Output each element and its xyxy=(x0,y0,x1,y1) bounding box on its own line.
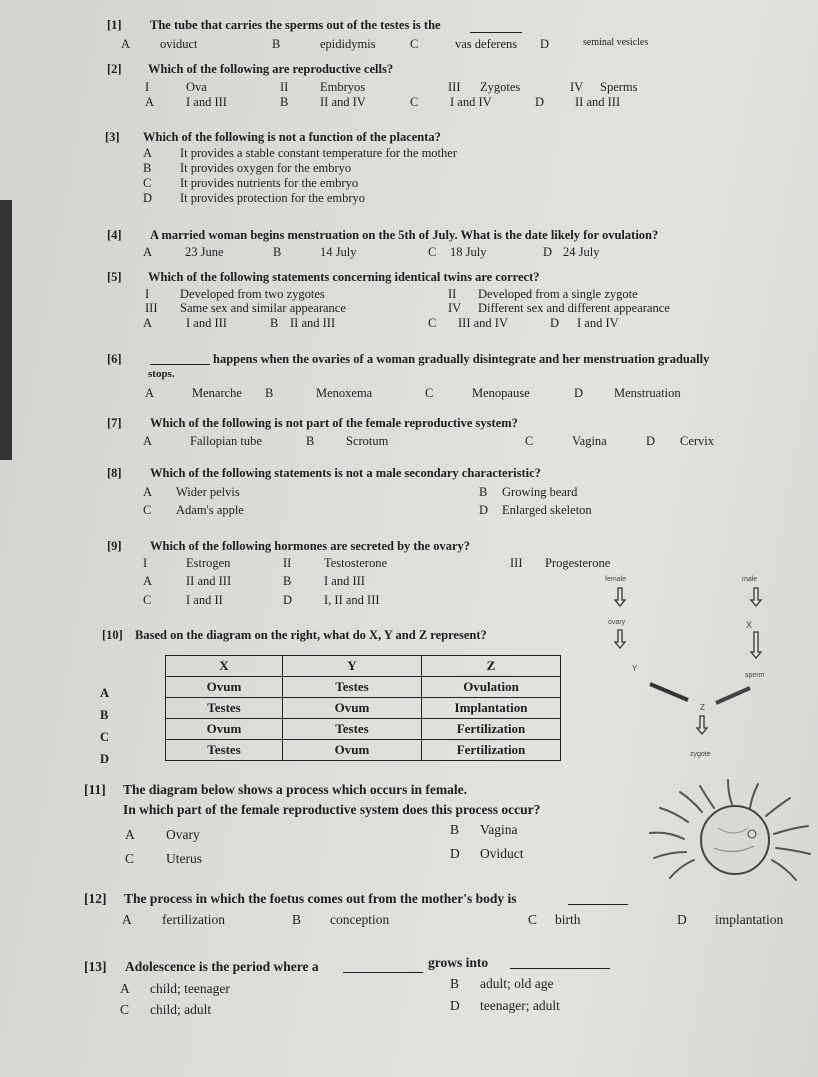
q7-option-letter: B xyxy=(306,434,315,448)
q1-option-letter: B xyxy=(272,37,281,51)
cell: Ovulation xyxy=(422,677,561,698)
q3-option-letter: B xyxy=(143,161,152,175)
q12-option-a: fertilization xyxy=(162,912,225,927)
diagram-label-male: male xyxy=(742,576,758,583)
q12-blank xyxy=(568,892,628,905)
q9-option-letter: A xyxy=(143,574,153,588)
q9-option-d: I, II and III xyxy=(324,593,380,607)
q9-item: Testosterone xyxy=(324,556,387,570)
q4-option-a: 23 June xyxy=(185,245,224,259)
q5-item: Same sex and similar appearance xyxy=(180,301,346,315)
q11-stem-continued: In which part of the female reproductive system does this process occur? xyxy=(123,802,541,817)
q9-option-c: I and II xyxy=(186,593,223,607)
q6-stem-continued: stops. xyxy=(148,368,175,380)
q5-option-c: III and IV xyxy=(458,316,508,330)
q2-item: Embryos xyxy=(320,80,366,94)
diagram-label-zygote: zygote xyxy=(690,751,711,758)
q3-option-a: It provides a stable constant temperature for the mother xyxy=(180,146,457,160)
q6-option-letter: D xyxy=(574,386,584,400)
q9-option-b: I and III xyxy=(324,574,365,588)
q4-option-c: 18 July xyxy=(450,245,487,259)
q13-blank-1 xyxy=(343,960,423,973)
q2-option-a: I and III xyxy=(186,95,227,109)
q13-option-letter: C xyxy=(120,1002,130,1017)
arrow-icon xyxy=(751,588,761,606)
q4-option-letter: B xyxy=(273,245,282,259)
q7-option-letter: C xyxy=(525,434,534,448)
cell: Ovum xyxy=(166,677,283,698)
cell: Implantation xyxy=(422,698,561,719)
q5-item: Developed from two zygotes xyxy=(180,287,325,301)
q5-number: [5] xyxy=(107,270,122,284)
q9-item: Progesterone xyxy=(545,556,611,570)
q6-number: [6] xyxy=(107,352,122,366)
q9-item-label: III xyxy=(510,556,523,570)
q4-option-d: 24 July xyxy=(563,245,600,259)
q6-option-d: Menstruation xyxy=(614,386,681,400)
q2-option-letter: B xyxy=(280,95,289,109)
table-row xyxy=(166,698,561,719)
q12-option-c: birth xyxy=(555,912,581,927)
q8-option-letter: D xyxy=(479,503,489,517)
q5-option-letter: C xyxy=(428,316,437,330)
q10-row-letter: C xyxy=(100,730,110,744)
q11-number: [11] xyxy=(84,782,106,797)
page-shadow xyxy=(0,200,12,460)
q6-option-letter: A xyxy=(145,386,155,400)
q1-option-letter: C xyxy=(410,37,419,51)
q12-option-letter: D xyxy=(677,912,687,927)
q11-option-c: Uterus xyxy=(166,851,202,866)
diagram-arrows xyxy=(590,580,790,760)
q2-item-label: III xyxy=(448,80,461,94)
q13-number: [13] xyxy=(84,959,107,974)
q13-blank-2 xyxy=(510,956,610,969)
q9-item: Estrogen xyxy=(186,556,231,570)
q6-option-letter: B xyxy=(265,386,274,400)
q3-number: [3] xyxy=(105,130,120,144)
q7-stem: Which of the following is not part of the female reproductive system? xyxy=(150,416,518,430)
q5-option-d: I and IV xyxy=(577,316,619,330)
header-z: Z xyxy=(422,656,561,677)
q3-option-letter: C xyxy=(143,176,152,190)
q4-option-letter: A xyxy=(143,245,153,259)
q13-option-letter: B xyxy=(450,976,460,991)
q7-option-c: Vagina xyxy=(572,434,607,448)
q1-option-letter: D xyxy=(540,37,550,51)
q9-item-label: II xyxy=(283,556,292,570)
q2-item: Ova xyxy=(186,80,207,94)
table-row xyxy=(166,719,561,740)
q5-item: Developed from a single zygote xyxy=(478,287,638,301)
q13-option-letter: A xyxy=(120,981,130,996)
q12-option-letter: B xyxy=(292,912,302,927)
q5-option-b: II and III xyxy=(290,316,336,330)
q13-option-a: child; teenager xyxy=(150,981,230,996)
diagram-label-z: Z xyxy=(700,703,705,712)
header-y: Y xyxy=(283,656,422,677)
q2-item: Sperms xyxy=(600,80,638,94)
q1-option-b: epididymis xyxy=(320,37,376,51)
q10-row-letter: D xyxy=(100,752,110,766)
q3-option-b: It provides oxygen for the embryo xyxy=(180,161,352,175)
q8-option-b: Growing beard xyxy=(502,485,578,499)
q6-option-c: Menopause xyxy=(472,386,530,400)
q10-number: [10] xyxy=(102,628,123,642)
q13-option-c: child; adult xyxy=(150,1002,212,1017)
cell: Testes xyxy=(166,740,283,761)
q9-option-letter: B xyxy=(283,574,292,588)
q4-number: [4] xyxy=(107,228,122,242)
q11-option-d: Oviduct xyxy=(480,846,524,861)
q7-number: [7] xyxy=(107,416,122,430)
q2-item-label: IV xyxy=(570,80,584,94)
q11-option-letter: B xyxy=(450,822,460,837)
q9-option-letter: C xyxy=(143,593,152,607)
q13-option-b: adult; old age xyxy=(480,976,554,991)
arrow-icon xyxy=(716,688,750,703)
q6-stem: happens when the ovaries of a woman gradually disintegrate and her menstruation gradually xyxy=(213,352,710,366)
q5-option-a: I and III xyxy=(186,316,227,330)
q7-option-letter: D xyxy=(646,434,656,448)
q11-option-letter: A xyxy=(125,827,135,842)
q3-stem: Which of the following is not a function of the placenta? xyxy=(143,130,441,144)
q12-option-b: conception xyxy=(330,912,390,927)
arrow-icon xyxy=(615,630,625,648)
q11-option-a: Ovary xyxy=(166,827,200,842)
q5-option-letter: A xyxy=(143,316,153,330)
q5-item-label: IV xyxy=(448,301,462,315)
q12-option-letter: C xyxy=(528,912,538,927)
q8-option-d: Enlarged skeleton xyxy=(502,503,592,517)
arrow-icon xyxy=(650,684,688,700)
header-x: X xyxy=(166,656,283,677)
q13-option-d: teenager; adult xyxy=(480,998,560,1013)
diagram-label-y: Y xyxy=(632,664,638,673)
table-row xyxy=(166,740,561,761)
diagram-label-x: X xyxy=(746,620,753,630)
q4-option-letter: C xyxy=(428,245,437,259)
q9-option-a: II and III xyxy=(186,574,232,588)
q8-option-letter: C xyxy=(143,503,152,517)
q8-stem: Which of the following statements is not a male secondary characteristic? xyxy=(150,466,541,480)
q3-option-letter: A xyxy=(143,146,153,160)
q6-blank xyxy=(150,352,210,365)
q2-option-letter: C xyxy=(410,95,419,109)
q5-option-letter: D xyxy=(550,316,560,330)
q1-option-letter: A xyxy=(121,37,131,51)
q3-option-letter: D xyxy=(143,191,153,205)
q11-option-letter: D xyxy=(450,846,460,861)
q5-item-label: III xyxy=(145,301,158,315)
q2-stem: Which of the following are reproductive cells? xyxy=(148,62,394,76)
diagram-label-female: female xyxy=(605,576,627,583)
q5-item-label: I xyxy=(145,287,150,301)
cell: Fertilization xyxy=(422,740,561,761)
q1-option-d: seminal vesicles xyxy=(583,37,649,48)
q13-option-letter: D xyxy=(450,998,460,1013)
q3-option-c: It provides nutrients for the embryo xyxy=(180,176,359,190)
diagram-label-sperm: sperm xyxy=(745,672,765,679)
cell: Ovum xyxy=(283,698,422,719)
q2-option-letter: A xyxy=(145,95,155,109)
arrow-icon xyxy=(751,632,761,658)
q1-number: [1] xyxy=(107,18,122,32)
q7-option-b: Scrotum xyxy=(346,434,389,448)
q1-stem: The tube that carries the sperms out of the testes is the xyxy=(150,18,441,32)
q5-stem: Which of the following statements concerning identical twins are correct? xyxy=(148,270,540,284)
q1-option-a: oviduct xyxy=(160,37,198,51)
q12-option-letter: A xyxy=(122,912,132,927)
arrow-icon xyxy=(697,716,707,734)
q10-stem: Based on the diagram on the right, what do X, Y and Z represent? xyxy=(135,628,487,642)
q2-option-letter: D xyxy=(535,95,545,109)
cell: Testes xyxy=(283,719,422,740)
q4-option-letter: D xyxy=(543,245,553,259)
q10-row-letter: A xyxy=(100,686,110,700)
q2-option-c: I and IV xyxy=(450,95,492,109)
q10-answer-table xyxy=(165,655,561,761)
q9-stem: Which of the following hormones are secreted by the ovary? xyxy=(150,539,470,553)
q9-option-letter: D xyxy=(283,593,293,607)
q12-option-d: implantation xyxy=(715,912,784,927)
cell: Testes xyxy=(166,698,283,719)
table-row xyxy=(166,677,561,698)
q6-option-b: Menoxema xyxy=(316,386,373,400)
q7-option-a: Fallopian tube xyxy=(190,434,262,448)
q7-option-letter: A xyxy=(143,434,153,448)
table-header-row xyxy=(166,656,561,677)
q12-number: [12] xyxy=(84,891,107,906)
q8-option-letter: A xyxy=(143,485,153,499)
q11-stem: The diagram below shows a process which occurs in female. xyxy=(123,782,467,797)
q1-blank xyxy=(470,20,522,33)
q11-option-b: Vagina xyxy=(480,822,518,837)
q5-option-letter: B xyxy=(270,316,279,330)
q8-option-c: Adam's apple xyxy=(176,503,244,517)
diagram-label-ovary: ovary xyxy=(608,619,626,626)
q6-option-letter: C xyxy=(425,386,434,400)
q8-option-letter: B xyxy=(479,485,488,499)
q2-option-d: II and III xyxy=(575,95,621,109)
sperm-surrounding-ovum-illustration xyxy=(640,778,818,888)
q2-item-label: II xyxy=(280,80,289,94)
q1-option-c: vas deferens xyxy=(455,37,518,51)
arrow-icon xyxy=(615,588,625,606)
q2-option-b: II and IV xyxy=(320,95,366,109)
q2-item: Zygotes xyxy=(480,80,521,94)
q11-option-letter: C xyxy=(125,851,135,866)
q13-stem-middle: grows into xyxy=(428,955,489,970)
q2-item-label: I xyxy=(145,80,150,94)
q4-stem: A married woman begins menstruation on the 5th of July. What is the date likely for ovulation? xyxy=(150,228,659,242)
q12-stem: The process in which the foetus comes out from the mother's body is xyxy=(124,891,517,906)
q9-number: [9] xyxy=(107,539,122,553)
q4-option-b: 14 July xyxy=(320,245,357,259)
cell: Ovum xyxy=(166,719,283,740)
cell: Testes xyxy=(283,677,422,698)
q5-item-label: II xyxy=(448,287,457,301)
q7-option-d: Cervix xyxy=(680,434,715,448)
q13-stem: Adolescence is the period where a xyxy=(125,959,319,974)
q10-row-letter: B xyxy=(100,708,109,722)
q2-number: [2] xyxy=(107,62,122,76)
q8-number: [8] xyxy=(107,466,122,480)
q5-item: Different sex and different appearance xyxy=(478,301,670,315)
cell: Fertilization xyxy=(422,719,561,740)
q9-item-label: I xyxy=(143,556,148,570)
q3-option-d: It provides protection for the embryo xyxy=(180,191,366,205)
q8-option-a: Wider pelvis xyxy=(176,485,240,499)
cell: Ovum xyxy=(283,740,422,761)
q6-option-a: Menarche xyxy=(192,386,242,400)
